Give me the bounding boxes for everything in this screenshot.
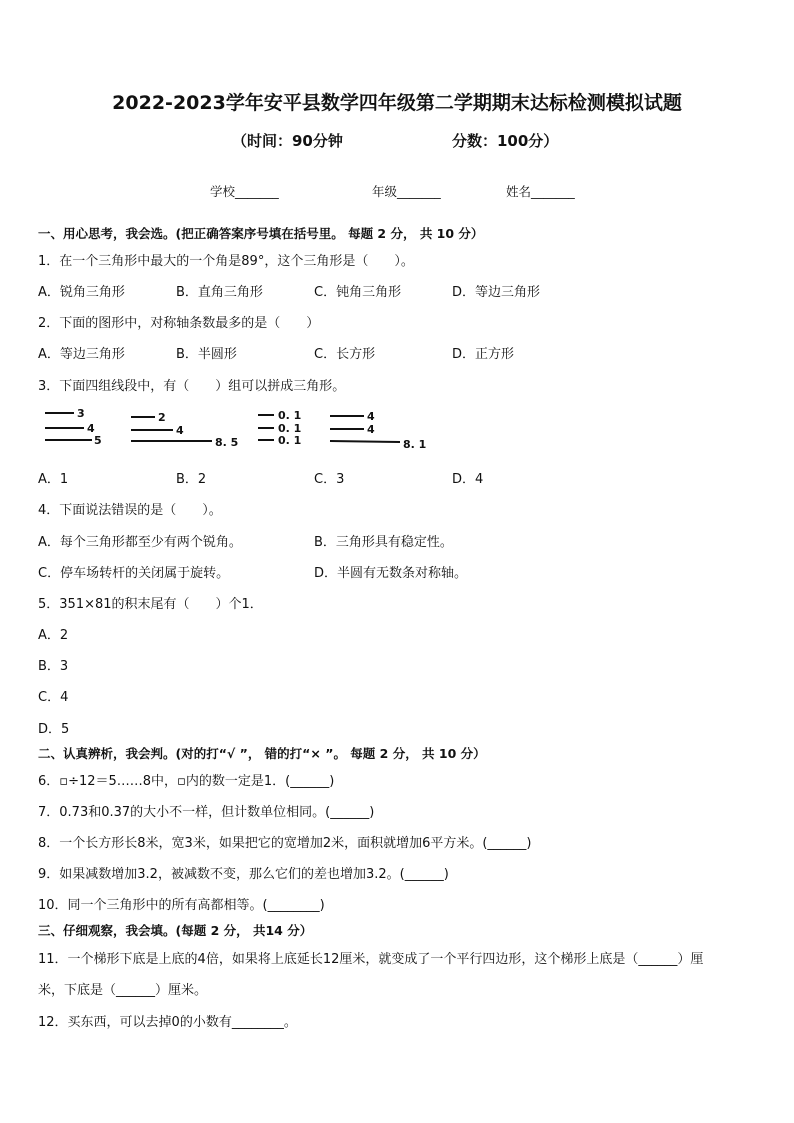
q1-option-c: C．钝角三角形 bbox=[314, 285, 402, 300]
q4-option-b: B．三角形具有稳定性。 bbox=[314, 535, 453, 550]
question-10: 10．同一个三角形中的所有高都相等。(________) bbox=[38, 898, 325, 913]
segment bbox=[330, 441, 400, 442]
question-9: 9．如果减数增加3.2，被减数不变，那么它们的差也增加3.2。(______) bbox=[38, 867, 449, 882]
q1-option-d: D．等边三角形 bbox=[452, 285, 541, 300]
name-field: 姓名_______ bbox=[506, 184, 575, 199]
q2-option-d: D．正方形 bbox=[452, 347, 515, 362]
segment-label: 8. 5 bbox=[215, 436, 239, 449]
segment-label: 5 bbox=[94, 434, 102, 447]
q5-option-b: B．3 bbox=[38, 659, 69, 674]
segment-label: 0. 1 bbox=[278, 422, 302, 435]
exam-score: 分数：100分） bbox=[452, 132, 559, 150]
segment-label: 3 bbox=[77, 407, 85, 420]
q3-option-c: C．3 bbox=[314, 472, 345, 487]
segment-group-4 bbox=[330, 410, 426, 451]
q1-option-b: B．直角三角形 bbox=[176, 285, 263, 300]
question-12: 12．买东西，可以去掉0的小数有________。 bbox=[38, 1015, 297, 1030]
q1-option-a: A．锐角三角形 bbox=[38, 285, 125, 300]
question-11: 11．一个梯形下底是上底的4倍，如果将上底延长12厘米，就变成了一个平行四边形，这个梯形上底是（______）厘 bbox=[38, 952, 704, 967]
question-6: 6．▫÷12＝5……8中，▫内的数一定是1．(______) bbox=[38, 774, 335, 789]
section-3-heading: 三、仔细观察，我会填。(每题 2 分， 共14 分） bbox=[38, 923, 313, 938]
q4-option-d: D．半圆有无数条对称轴。 bbox=[314, 566, 468, 581]
q5-option-c: C．4 bbox=[38, 690, 69, 705]
q3-option-d: D．4 bbox=[452, 472, 484, 487]
question-2: 2．下面的图形中，对称轴条数最多的是（ ） bbox=[38, 316, 320, 331]
question-11-continued: 米，下底是（______）厘米。 bbox=[38, 983, 208, 998]
q5-option-d: D．5 bbox=[38, 722, 70, 737]
line-segments-figure bbox=[30, 402, 450, 454]
section-1-heading: 一、用心思考，我会选。(把正确答案序号填在括号里。 每题 2 分， 共 10 分） bbox=[38, 226, 484, 241]
segment-label: 0. 1 bbox=[278, 409, 302, 422]
segment-label: 4 bbox=[87, 422, 95, 435]
question-1: 1．在一个三角形中最大的一个角是89°，这个三角形是（ ）。 bbox=[38, 254, 414, 269]
q2-option-b: B．半圆形 bbox=[176, 347, 237, 362]
school-field: 学校_______ bbox=[210, 184, 279, 199]
q5-option-a: A．2 bbox=[38, 628, 69, 643]
page-title: 2022-2023学年安平县数学四年级第二学期期末达标检测模拟试题 bbox=[112, 92, 682, 114]
question-5: 5．351×81的积末尾有（ ）个1． bbox=[38, 597, 263, 612]
segment-label: 4 bbox=[176, 424, 184, 437]
question-8: 8．一个长方形长8米，宽3米，如果把它的宽增加2米，面积就增加6平方米。(______) bbox=[38, 836, 532, 851]
segment-label: 2 bbox=[158, 411, 166, 424]
segment-label: 4 bbox=[367, 410, 375, 423]
segment-label: 8. 1 bbox=[403, 438, 427, 451]
question-7: 7．0.73和0.37的大小不一样，但计数单位相同。(______) bbox=[38, 805, 375, 820]
q4-option-a: A．每个三角形都至少有两个锐角。 bbox=[38, 535, 242, 550]
question-3: 3．下面四组线段中，有（ ）组可以拼成三角形。 bbox=[38, 379, 346, 394]
q2-option-c: C．长方形 bbox=[314, 347, 376, 362]
q3-option-b: B．2 bbox=[176, 472, 207, 487]
grade-field: 年级_______ bbox=[372, 184, 441, 199]
q3-option-a: A．1 bbox=[38, 472, 69, 487]
exam-time: （时间：90分钟 bbox=[232, 132, 343, 150]
q2-option-a: A．等边三角形 bbox=[38, 347, 125, 362]
segment-label: 4 bbox=[367, 423, 375, 436]
section-2-heading: 二、认真辨析，我会判。(对的打“√ ”， 错的打“× ”。 每题 2 分， 共 10 分） bbox=[38, 746, 486, 761]
question-4: 4．下面说法错误的是（ ）。 bbox=[38, 503, 222, 518]
q4-option-c: C．停车场转杆的关闭属于旋转。 bbox=[38, 566, 230, 581]
segment-group-3 bbox=[258, 409, 301, 447]
segment-group-2 bbox=[131, 411, 238, 449]
segment-label: 0. 1 bbox=[278, 434, 302, 447]
segment-group-1 bbox=[45, 407, 102, 447]
